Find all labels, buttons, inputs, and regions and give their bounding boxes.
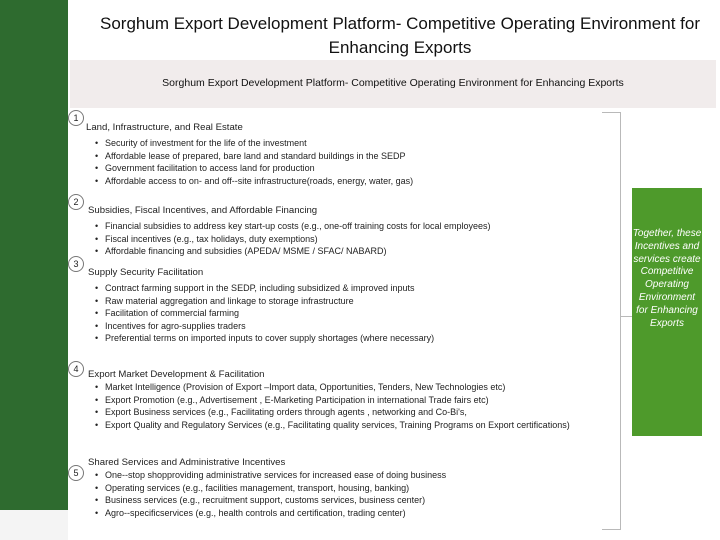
list-item: • Preferential terms on imported inputs to cover supply shortages (where necessary)	[94, 332, 594, 345]
list-item: • Market Intelligence (Provision of Export –Import data, Opportunities, Tenders, New Technologies etc)	[94, 381, 574, 394]
section-5-number: 5	[68, 465, 84, 481]
list-item: • Raw material aggregation and linkage to storage infrastructure	[94, 295, 594, 308]
section-2-title: Subsidies, Fiscal Incentives, and Affordable Financing	[88, 205, 318, 216]
list-item: • Incentives for agro-supplies traders	[94, 320, 594, 333]
list-item: • Facilitation of commercial farming	[94, 307, 594, 320]
section-2-list	[94, 220, 599, 258]
outcome-box	[632, 188, 702, 436]
list-item: • Contract farming support in the SEDP, including subsidized & improved inputs	[94, 282, 594, 295]
bracket-connector	[620, 316, 632, 317]
section-4-title: Export Market Development & Facilitation	[88, 369, 265, 380]
sidebar-footer	[0, 510, 68, 540]
section-5-list	[94, 469, 594, 519]
list-item: • Fiscal incentives (e.g., tax holidays, duty exemptions)	[94, 233, 599, 246]
section-3-number: 3	[68, 256, 84, 272]
list-item: • Export Quality and Regulatory Services (e.g., Facilitating quality services, Training Programs on Export certifications)	[94, 419, 574, 432]
list-item: • One--stop shopproviding administrative services for increased ease of doing business	[94, 469, 594, 482]
list-item: • Security of investment for the life of the investment	[94, 137, 594, 150]
outcome-text: Together, these Incentives and services create Competitive Operating Environment for Enhancing Exports	[632, 228, 702, 329]
list-item: • Export Promotion (e.g., Advertisement , E-Marketing Participation in international Trade fairs etc)	[94, 394, 574, 407]
banner-text: Sorghum Export Development Platform- Competitive Operating Environment for Enhancing Exports	[162, 77, 624, 89]
list-item: • Affordable lease of prepared, bare land and standard buildings in the SEDP	[94, 150, 594, 163]
list-item: • Affordable financing and subsidies (APEDA/ MSME / SFAC/ NABARD)	[94, 245, 599, 258]
section-4-list	[94, 381, 574, 431]
list-item: • Government facilitation to access land for production	[94, 162, 594, 175]
list-item: • Agro--specificservices (e.g., health controls and certification, trading center)	[94, 507, 594, 520]
section-5-title: Shared Services and Administrative Incentives	[88, 457, 286, 468]
section-3-title: Supply Security Facilitation	[88, 267, 204, 278]
section-2-number: 2	[68, 194, 84, 210]
list-item: • Affordable access to on- and off--site infrastructure(roads, energy, water, gas)	[94, 175, 594, 188]
list-item: • Financial subsidies to address key start-up costs (e.g., one-off training costs for local employees)	[94, 220, 599, 233]
left-sidebar	[0, 0, 68, 540]
page-title: Sorghum Export Development Platform- Competitive Operating Environment for Enhancing Exports	[100, 14, 700, 57]
right-bracket	[602, 112, 621, 530]
section-1-title: Land, Infrastructure, and Real Estate	[86, 122, 243, 133]
list-item: • Operating services (e.g., facilities management, transport, housing, banking)	[94, 482, 594, 495]
section-4-number: 4	[68, 361, 84, 377]
section-3-list	[94, 282, 594, 345]
list-item: • Export Business services (e.g., Facilitating orders through agents , networking and Co-Bi's,	[94, 406, 574, 419]
subtitle-banner	[70, 60, 716, 108]
section-1-list	[94, 137, 594, 187]
section-1-number: 1	[68, 110, 84, 126]
list-item: • Business services (e.g., recruitment support, customs services, business center)	[94, 494, 594, 507]
